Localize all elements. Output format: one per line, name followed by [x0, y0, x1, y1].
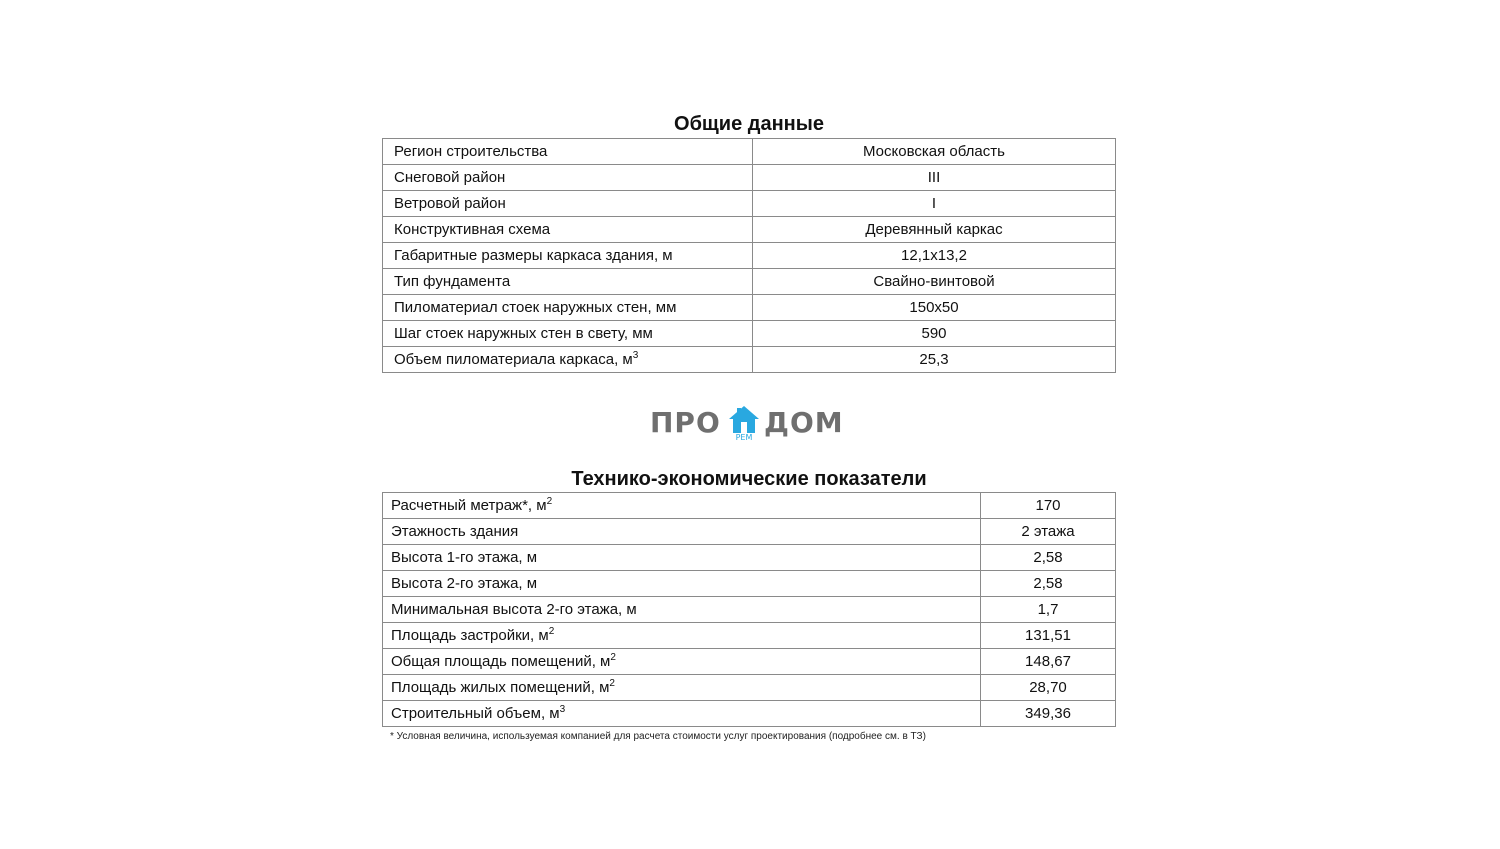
row-label-cell [383, 701, 981, 727]
row-label-cell [383, 347, 753, 373]
row-value: 131,51 [981, 623, 1116, 649]
row-label: Этажность здания [391, 523, 519, 540]
row-label: Габаритные размеры каркаса здания, м [394, 247, 673, 264]
row-label-cell [383, 295, 753, 321]
row-value: Московская область [753, 139, 1116, 165]
tep-table-row [383, 571, 1116, 597]
tep-table [382, 492, 1116, 727]
row-label: Тип фундамента [394, 273, 511, 290]
general-table-row [383, 217, 1116, 243]
row-label: Объем пиломатериала каркаса, м [394, 351, 633, 368]
row-label: Пиломатериал стоек наружных стен, мм [394, 299, 677, 316]
row-label-cell [383, 243, 753, 269]
company-logo [650, 402, 850, 446]
row-value: 349,36 [981, 701, 1116, 727]
general-table-row [383, 321, 1116, 347]
row-value: 170 [981, 493, 1116, 519]
general-table-row [383, 295, 1116, 321]
unit-exponent: 2 [610, 652, 616, 663]
row-label: Высота 1-го этажа, м [391, 549, 538, 566]
row-value: 590 [753, 321, 1116, 347]
row-label-cell [383, 597, 981, 623]
row-label-cell [383, 139, 753, 165]
row-value: Свайно-винтовой [753, 269, 1116, 295]
unit-exponent: 2 [546, 496, 553, 507]
tep-table-row [383, 493, 1116, 519]
row-value: I [753, 191, 1116, 217]
row-label: Шаг стоек наружных стен в свету, мм [394, 325, 653, 342]
row-label: Площадь застройки, м [391, 627, 549, 644]
house-icon [728, 404, 760, 436]
tep-table-row [383, 675, 1116, 701]
row-label-cell [383, 191, 753, 217]
logo-text-right: ДОМ [764, 406, 844, 439]
row-label-cell [383, 623, 981, 649]
row-label-cell [383, 269, 753, 295]
row-label-cell [383, 545, 981, 571]
row-label-cell [383, 571, 981, 597]
row-label: Площадь жилых помещений, м [391, 679, 610, 696]
row-value: 25,3 [753, 347, 1116, 373]
unit-exponent: 3 [632, 350, 639, 361]
logo-subtext: РЕМ [735, 433, 753, 442]
unit-exponent: 2 [609, 678, 615, 689]
general-data-title: Общие данные [674, 113, 824, 135]
tep-table-row [383, 623, 1116, 649]
row-value: 28,70 [981, 675, 1116, 701]
row-value: 2,58 [981, 545, 1116, 571]
row-value: 2,58 [981, 571, 1116, 597]
row-label-cell [383, 519, 981, 545]
general-table-row [383, 139, 1116, 165]
tep-table-row [383, 519, 1116, 545]
general-table-row [383, 269, 1116, 295]
row-label-cell [383, 675, 981, 701]
unit-exponent: 2 [548, 626, 555, 637]
row-value: 2 этажа [981, 519, 1116, 545]
row-label: Снеговой район [394, 169, 506, 186]
row-label: Расчетный метраж*, м [391, 497, 547, 514]
tep-table-row [383, 545, 1116, 571]
row-label: Минимальная высота 2-го этажа, м [391, 601, 637, 618]
general-table-row [383, 191, 1116, 217]
row-value: III [753, 165, 1116, 191]
row-label: Высота 2-го этажа, м [391, 575, 538, 592]
unit-exponent: 3 [559, 704, 566, 715]
row-value: 12,1x13,2 [753, 243, 1116, 269]
row-value: Деревянный каркас [753, 217, 1116, 243]
tep-table-row [383, 597, 1116, 623]
row-value: 1,7 [981, 597, 1116, 623]
row-label-cell [383, 217, 753, 243]
row-label: Общая площадь помещений, м [391, 653, 611, 670]
general-table-row [383, 165, 1116, 191]
general-table-row [383, 347, 1116, 373]
logo-text-left: ПРО [650, 406, 721, 439]
row-value: 148,67 [981, 649, 1116, 675]
general-table-row [383, 243, 1116, 269]
tep-title: Технико-экономические показатели [571, 468, 927, 490]
row-label-cell [383, 649, 981, 675]
row-label: Ветровой район [394, 195, 506, 212]
row-label-cell [383, 321, 753, 347]
tep-table-row [383, 649, 1116, 675]
row-label: Конструктивная схема [394, 221, 551, 238]
row-label-cell [383, 165, 753, 191]
row-label: Строительный объем, м [391, 705, 560, 722]
row-value: 150x50 [753, 295, 1116, 321]
row-label-cell [383, 493, 981, 519]
row-label: Регион строительства [394, 143, 548, 160]
tep-table-row [383, 701, 1116, 727]
general-data-table [382, 138, 1116, 373]
footnote: * Условная величина, используемая компанией для расчета стоимости услуг проектирования (подробнее см. в ТЗ) [390, 731, 926, 742]
